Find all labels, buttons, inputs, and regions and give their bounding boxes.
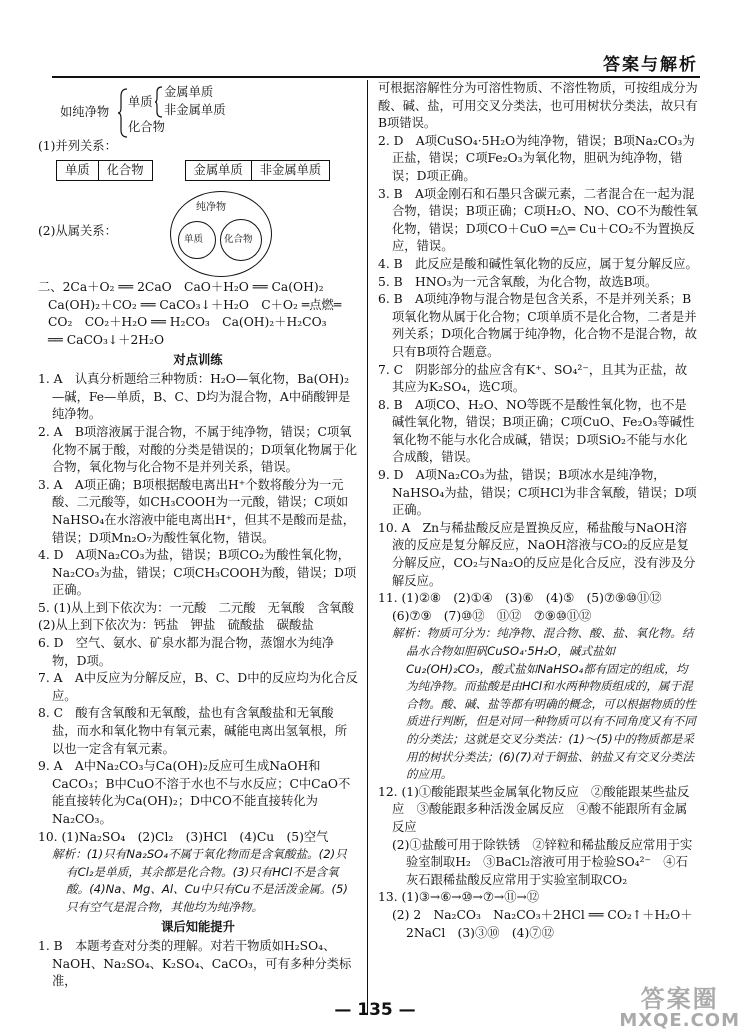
answer-item: 2. D A项CuSO₄·5H₂O为纯净物，错误；B项Na₂CO₃为正盐，错误；C项Fe₂O₃为氧化物，胆矾为纯净物，错误；D项正确。 xyxy=(378,133,695,183)
answer-item: 7. C 阴影部分的盐应含有K⁺、SO₄²⁻，且其为正盐，故其应为K₂SO₄，选C项。 xyxy=(378,362,688,395)
section-title: 课后知能提升 xyxy=(161,919,235,934)
answer-item: 7. A A中反应为分解反应，B、C、D中的反应均为化合反应。 xyxy=(38,671,358,703)
answer-item: 10. (1)Na₂SO₄ (2)Cl₂ (3)HCl (4)Cu (5)空气 xyxy=(38,829,329,844)
answer-item: (2)从上到下依次为：钙盐 钾盐 硫酸盐 碳酸盐 xyxy=(38,618,314,633)
box-pair-2 xyxy=(185,160,331,182)
answer-item: 1. B 本题考查对分类的理解。对若干物质如H₂SO₄、NaOH、Na₂SO₄、K₂SO₄、CaCO₃，可有多种分类标准， xyxy=(38,939,352,989)
rel1-label: (1)并列关系： xyxy=(38,139,117,153)
left-column xyxy=(38,80,358,991)
parallel-boxes xyxy=(56,160,358,182)
answer-item: 10. A Zn与稀盐酸反应是置换反应，稀盐酸与NaOH溶液的反应是复分解反应，NaOH溶液与CO₂的反应是复分解反应，CO₂与Na₂O的反应是化合反应，没有涉及分解反应。 xyxy=(378,520,696,588)
page-header xyxy=(0,0,750,78)
answer-item: 3. A A项正确；B项根据酸电离出H⁺个数将酸分为一元酸、二元酸等，如CH₃COOH为一元酸，错误；C项如NaHSO₄在水溶液中能电离出H⁺，但其不是酸而是盐，错误；D项Mn₂O₇为酸性氧化物，错误。 xyxy=(38,477,356,545)
answer-item: (2) 2 Na₂CO₃ Na₂CO₃＋2HCl ══ CO₂↑＋H₂O＋2NaCl (3)③⑩ (4)⑦⑫ xyxy=(392,907,693,940)
tree-l2b: 非金属单质 xyxy=(164,103,226,117)
box-cell: 单质 xyxy=(57,161,99,181)
box-cell: 金属单质 xyxy=(186,161,252,181)
answer-note: 解析：(1)只有Na₂SO₄不属于氧化物而是含氧酸盐。(2)只有Cl₂是单质，其余都是化合物。(3)只有HCl不是含氧酸。(4)Na、Mg、Al、Cu中只有Cu不是活泼金属。(5)只有空气是混合物，其他均为纯净物。 xyxy=(52,847,348,914)
answer-item: 5. (1)从上到下依次为：一元酸 二元酸 无氧酸 含氧酸 xyxy=(38,600,354,615)
answer-item: 9. D A项Na₂CO₃为盐，错误；B项冰水是纯净物，NaHSO₄为盐，错误；C项HCl为非含氧酸，错误；D项正确。 xyxy=(378,468,697,518)
brace-icon xyxy=(155,86,163,118)
answer-item: 6. D 空气、氨水、矿泉水都为混合物，蒸馏水为纯净物，D项。 xyxy=(38,636,335,668)
rel2-label: (2)从属关系： xyxy=(38,224,117,239)
answer-item: 4. D A项Na₂CO₃为盐，错误；B项CO₂为酸性氧化物，Na₂CO₃为盐，错误；C项CH₃COOH为酸，错误；D项正确。 xyxy=(38,548,357,598)
answer-item: 3. B A项金刚石和石墨只含碳元素，二者混合在一起为混合物，错误；B项正确；C项H₂O、NO、CO不为酸性氧化物，错误；D项CO＋CuO ═△═ Cu＋CO₂不为置换反应，错误。 xyxy=(378,186,698,254)
answer-item: 2. A B项溶液属于混合物，不属于纯净物，错误；C项氧化物不属于酸，对酸的分类是错误的；D项氧化物属于化合物，氧化物与化合物不是并列关系，错误。 xyxy=(38,424,357,475)
answer-item: 8. C 酸有含氧酸和无氧酸，盐也有含氧酸盐和无氧酸盐，而水和氧化物中有氧元素，碱能电离出氢氧根，所以也一定含有氧元素。 xyxy=(38,706,348,756)
outer-label: 纯净物 xyxy=(196,202,226,214)
answer-item: 13. (1)③→⑥→⑩→⑦→⑪→⑫ xyxy=(378,890,540,905)
brace-icon xyxy=(118,88,128,138)
inner-label-2: 化合物 xyxy=(224,234,253,246)
header-rule xyxy=(52,76,700,78)
answer-item: 5. B HNO₃为一元含氧酸，为化合物，故选B项。 xyxy=(378,274,658,289)
answer-item: 1. A 认真分析题给三种物质：H₂O—氧化物，Ba(OH)₂—碱，Fe—单质，B、C、D均为混合物，A中硝酸钾是纯净物。 xyxy=(38,372,351,422)
section-title: 对点训练 xyxy=(173,352,223,367)
inner-label-1: 单质 xyxy=(184,234,204,246)
answer-item: 9. A A中Na₂CO₃与Ca(OH)₂反应可生成NaOH和CaCO₃；B中CuO不溶于水也不与水反应；C中CaO不能直接转化为Ca(OH)₂；D中CO不能直接转化为Na₂CO₃。 xyxy=(38,759,351,826)
box-pair-1 xyxy=(56,160,153,182)
column-divider xyxy=(367,80,368,1015)
answer-note: 解析：物质可分为：纯净物、混合物、酸、盐、氧化物。结晶水合物如胆矾CuSO₄·5H₂O，碱式盐如Cu₂(OH)₂CO₃，酸式盐如NaHSO₄都有固定的组成，均为纯净物。而盐酸是由HCl和水两种物质组成的，属于混合物。酸、碱、盐等都有明确的概念，可以根据物质的性质进行判断，但是对同一种物质可以有不同角度又有不同的分类法；这就是交叉分类法：(1)～(5)中的物质都是采用的树状分类法；(6)(7)对于铜盐、钠盐又有交叉分类法的应用。 xyxy=(392,626,696,782)
tree-l1b: 化合物 xyxy=(128,120,165,134)
watermark-line1: 答案圈 xyxy=(640,985,719,1013)
equation-line: CO₂ CO₂＋H₂O ══ H₂CO₃ Ca(OH)₂＋H₂CO₃ xyxy=(48,315,327,330)
subordinate-diagram xyxy=(38,187,358,279)
answer-item: 6. B A项纯净物与混合物是包含关系，不是并列关系；B项氧化物从属于化合物；C项单质不是化合物，二者是并列关系；D项化合物属于纯净物，化合物不是混合物，故只有B项符合题意。 xyxy=(378,292,697,359)
watermark xyxy=(619,985,740,1032)
box-cell: 非金属单质 xyxy=(259,162,322,177)
tree-l1a: 单质 xyxy=(128,95,153,109)
answer-item: 11. (1)②⑧ (2)①④ (3)⑥ (4)⑤ (5)⑦⑨⑩⑪⑫ (6)⑦⑨ (7)⑩⑫ ⑪⑫ ⑦⑨⑩⑪⑫ xyxy=(378,591,674,623)
answer-item: 可根据溶解性分为可溶性物质、不溶性物质，可按组成分为酸、碱、盐，可用交叉分类法，也可用树状分类法，故只有B项错误。 xyxy=(378,81,698,131)
answer-item: 8. B A项CO、H₂O、NO等既不是酸性氧化物，也不是碱性氧化物，错误；B项正确；C项CuO、Fe₂O₃等碱性氧化物不能与水化合成碱，错误；D项SiO₂不能与水化合成酸，错误。 xyxy=(378,397,695,465)
answer-item: (2)①盐酸可用于除铁锈 ②锌粒和稀盐酸反应常用于实验室制取H₂ ③BaCl₂溶液可用于检验SO₄²⁻ ④石灰石跟稀盐酸反应常用于实验室制取CO₂ xyxy=(392,837,693,887)
box-cell: 化合物 xyxy=(106,162,144,177)
tree-l2a: 金属单质 xyxy=(164,85,214,99)
right-column xyxy=(378,80,698,942)
classification-tree xyxy=(38,86,358,138)
header-title: 答案与解析 xyxy=(603,55,698,75)
tree-root: 如纯净物 xyxy=(60,105,110,119)
answer-item: 4. B 此反应是酸和碱性氧化物的反应，属于复分解反应。 xyxy=(378,256,698,271)
equation-line: 二、2Ca＋O₂ ══ 2CaO CaO＋H₂O ══ Ca(OH)₂ xyxy=(38,280,324,295)
page-number: — 135 — xyxy=(334,1000,416,1020)
answer-item: 12. (1)①酸能跟某些金属氧化物反应 ②酸能跟某些盐反应 ③酸能跟多种活泼金属反应 ④酸不能跟所有金属反应 xyxy=(378,784,690,834)
watermark-line2: MXQE.COM xyxy=(619,1010,740,1031)
equation-line: ══ CaCO₃↓＋2H₂O xyxy=(48,332,165,347)
equation-line: Ca(OH)₂＋CO₂ ══ CaCO₃↓＋H₂O C＋O₂ ═点燃═ xyxy=(48,297,342,312)
